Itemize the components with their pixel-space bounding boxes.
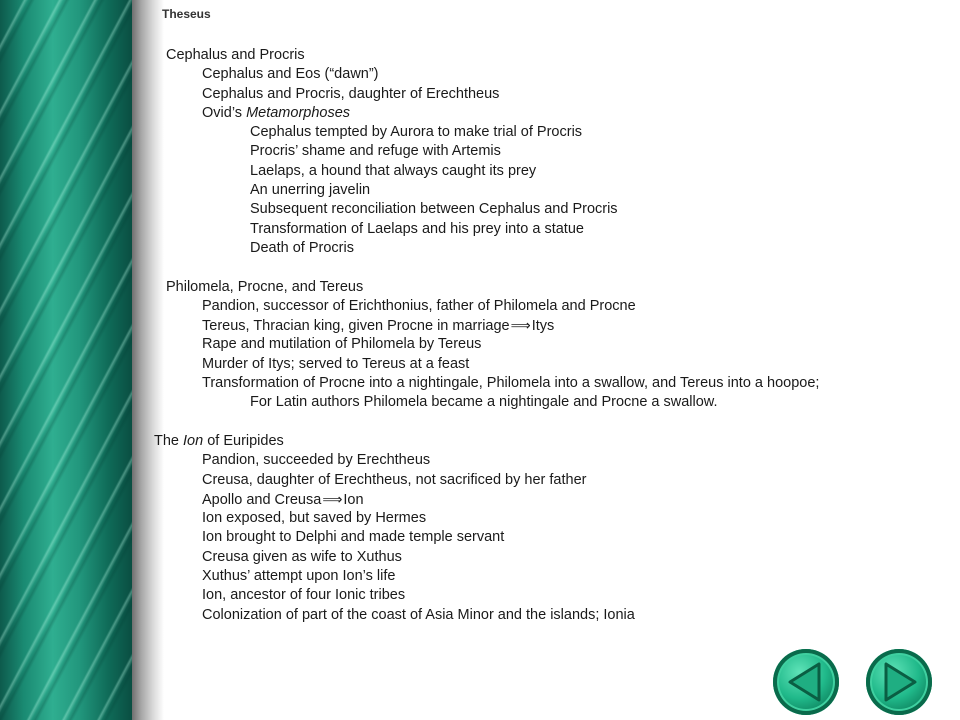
outline-content — [154, 46, 954, 625]
item-text: Tereus, Thracian king, given Procne in marriage — [202, 318, 510, 335]
outline-item: Creusa, daughter of Erechtheus, not sacrificed by her father — [202, 471, 587, 488]
outline-item: Rape and mutilation of Philomela by Tereus — [202, 336, 482, 353]
outline-item-ovid — [154, 104, 954, 123]
outline-subitem: Procris’ shame and refuge with Artemis — [250, 143, 501, 160]
ion-work-title: Ion — [183, 432, 204, 449]
outline-item: Ion brought to Delphi and made temple servant — [202, 529, 505, 546]
ovid-prefix: Ovid’s — [202, 104, 247, 121]
item-text: Apollo and Creusa — [202, 491, 322, 508]
section-heading-cephalus: Cephalus and Procris — [166, 47, 305, 63]
heading-text: of Euripides — [203, 432, 284, 449]
outline-item — [154, 490, 954, 509]
outline-subitem: Subsequent reconciliation between Cephalus and Procris — [250, 201, 618, 218]
outline-item: Cephalus and Procris, daughter of Erechtheus — [202, 85, 500, 102]
implies-arrow-icon: ⟹ — [322, 490, 343, 507]
section-heading-ion — [154, 432, 954, 451]
next-slide-button[interactable] — [866, 649, 932, 715]
item-text: Ion — [343, 491, 364, 508]
outline-item: Pandion, succeeded by Erechtheus — [202, 452, 431, 469]
outline-subitem: Cephalus tempted by Aurora to make trial of Procris — [250, 124, 583, 141]
outline-item — [154, 316, 954, 335]
item-text: Itys — [531, 318, 555, 335]
outline-item: Transformation of Procne into a nightingale, Philomela into a swallow, and Tereus into a hoopoe; — [202, 375, 820, 392]
outline-item: Colonization of part of the coast of Asia Minor and the islands; Ionia — [202, 606, 635, 623]
ovid-work-title: Metamorphoses — [246, 104, 351, 121]
decorative-sidebar — [0, 0, 132, 720]
outline-item: Murder of Itys; served to Tereus at a feast — [202, 355, 470, 372]
previous-slide-button[interactable] — [773, 649, 839, 715]
outline-item: Ion, ancestor of four Ionic tribes — [202, 587, 406, 604]
outline-item: Xuthus’ attempt upon Ion’s life — [202, 568, 396, 585]
outline-item: Cephalus and Eos (“dawn”) — [202, 66, 379, 83]
outline-subitem: Death of Procris — [250, 239, 354, 256]
page-title: Theseus — [162, 7, 211, 21]
outline-subitem: An unerring javelin — [250, 182, 371, 199]
outline-item: Creusa given as wife to Xuthus — [202, 548, 402, 565]
triangle-right-icon — [866, 649, 932, 715]
outline-subitem: Laelaps, a hound that always caught its prey — [250, 162, 537, 179]
outline-subitem: For Latin authors Philomela became a nightingale and Procne a swallow. — [250, 394, 718, 411]
section-heading-philomela: Philomela, Procne, and Tereus — [166, 278, 364, 295]
outline-item: Ion exposed, but saved by Hermes — [202, 510, 427, 527]
implies-arrow-icon: ⟹ — [510, 317, 531, 334]
outline-item: Pandion, successor of Erichthonius, father of Philomela and Procne — [202, 297, 636, 314]
outline-subitem: Transformation of Laelaps and his prey into a statue — [250, 220, 584, 237]
triangle-left-icon — [773, 649, 839, 715]
heading-text: The — [154, 432, 184, 449]
